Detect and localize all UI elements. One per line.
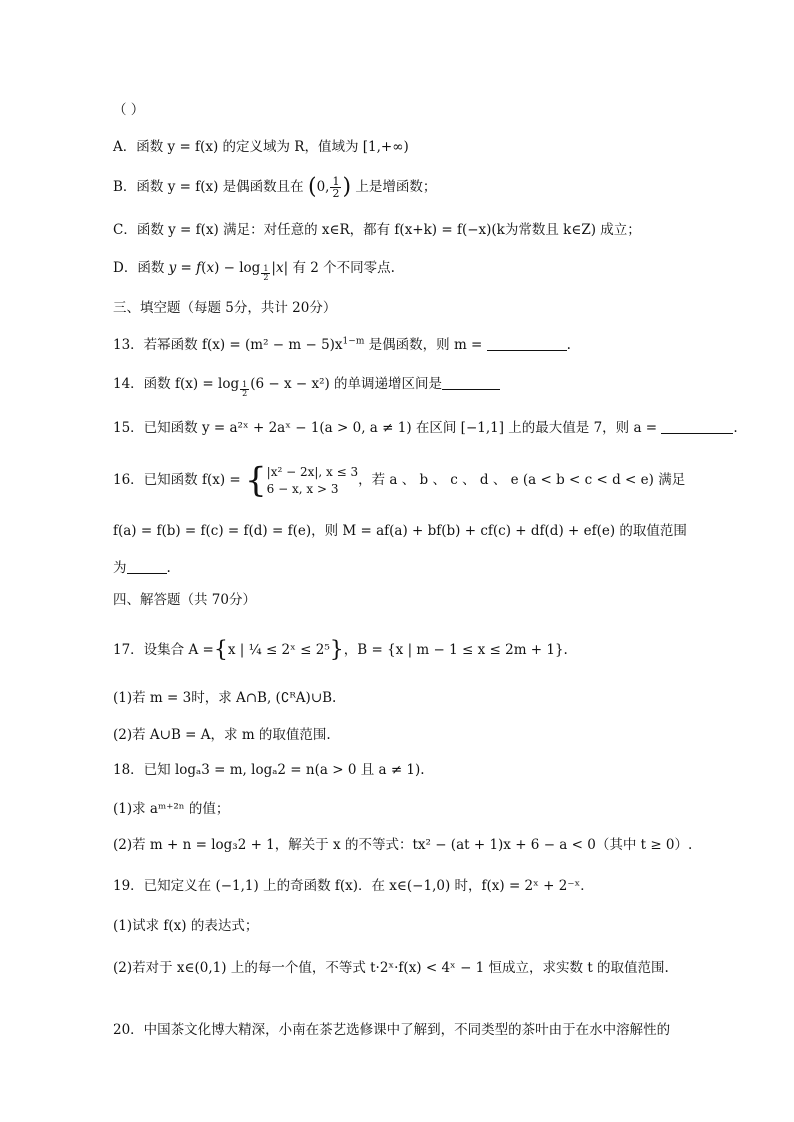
- section-solve-title: 四、解答题（共 70分）: [113, 592, 256, 608]
- set-b: ，B = {x | m − 1 ≤ x ≤ 2m + 1}.: [343, 642, 568, 658]
- option-b-text: B．函数 y = f(x) 是偶函数且在: [113, 179, 304, 195]
- question-18-part2: (2)若 m + n = log₃2 + 1，解关于 x 的不等式：tx² − (at + 1)x + 6 − a < 0（其中 t ≥ 0）.: [113, 837, 693, 853]
- piecewise-cases: |x² − 2x|, x ≤ 3 6 − x, x > 3: [266, 464, 359, 496]
- question-19-part1: (1)试求 f(x) 的表达式；: [113, 918, 259, 934]
- set-a: x | ¼ ≤ 2ˣ ≤ 2⁵: [227, 642, 330, 658]
- option-d-text: D．函数: [113, 260, 165, 276]
- answer-blank-15[interactable]: [661, 419, 733, 434]
- option-a: A．函数 y = f(x) 的定义域为 R，值域为 [1,+∞): [113, 139, 409, 155]
- q15-stem: 15．已知函数 y = a²ˣ + 2aˣ − 1(a > 0, a ≠ 1) 在区间 [−1,1] 上的最大值是 7，则 a =: [113, 420, 662, 436]
- question-17-part2: (2)若 A∪B = A，求 m 的取值范围.: [113, 727, 331, 743]
- question-13: 13．若幂函数 $f(x) = (m^2 - m - 5)x^{1-m}$ 是偶函数，则 m = .: [113, 336, 571, 353]
- fraction-half: $\frac{1}{2}$: [332, 175, 340, 200]
- q14-tail: (6 − x − x²) 的单调递增区间是: [250, 376, 443, 392]
- question-15: 15．已知函数 y = a²ˣ + 2aˣ − 1(a > 0, a ≠ 1) 在区间 [−1,1] 上的最大值是 7，则 a = .: [113, 420, 738, 436]
- question-16: 16．已知函数 f(x) = { |x² − 2x|, x ≤ 3 6 − x, x > 3 ，若 a 、 b 、 c 、 d 、 e (a < b < c < d < e) 满足: [113, 460, 686, 501]
- q16-tail: ，若 a 、 b 、 c 、 d 、 e (a < b < c < d < e) 满足: [358, 472, 686, 488]
- q17-stem: 17．设集合 A =: [113, 642, 214, 658]
- question-17-part1: (1)若 m = 3时，求 A∩B, (∁ᴿA)∪B.: [113, 690, 337, 706]
- answer-bracket: （ ）: [113, 102, 145, 118]
- question-14: 14．函数 f(x) = log $_{\frac{1}{2}}$ (6 − x − x²) 的单调递增区间是: [113, 374, 684, 398]
- question-18-part1: (1)求 aᵐ⁺²ⁿ 的值；: [113, 801, 230, 817]
- question-19-part2: (2)若对于 x∈(0,1) 上的每一个值，不等式 t·2ˣ·f(x) < 4ˣ − 1 恒成立，求实数 t 的取值范围.: [113, 960, 669, 976]
- q13-tail: 是偶函数，则 m =: [364, 337, 487, 353]
- q13-stem: 13．若幂函数 f(x) = (m² − m − 5)x: [113, 337, 343, 353]
- option-b: B．函数 y = f(x) 是偶函数且在 (0, $\frac{1}{2}$ ) 上是增函数；: [113, 174, 437, 200]
- option-c: C．函数 y = f(x) 满足：对任意的 x∈R，都有 f(x+k) = f(−x)(k为常数且 k∈Z) 成立；: [113, 222, 641, 238]
- answer-blank-16[interactable]: [127, 559, 167, 574]
- option-b-tail: 上是增函数；: [355, 179, 437, 195]
- answer-blank-13[interactable]: [487, 336, 567, 351]
- q13-exponent: 1−m: [342, 336, 365, 347]
- section-fill-in-title: 三、填空题（每题 5分，共计 20分）: [113, 300, 337, 316]
- q14-stem: 14．函数 f(x) = log: [113, 376, 240, 392]
- question-17: 17．设集合 A ={x | ¼ ≤ 2ˣ ≤ 2⁵}，B = {x | m − 1 ≤ x ≤ 2m + 1}.: [113, 637, 568, 663]
- question-18: 18．已知 logₐ3 = m, logₐ2 = n(a > 0 且 a ≠ 1).: [113, 762, 425, 778]
- q16-stem: 16．已知函数 f(x) =: [113, 472, 241, 488]
- question-16-line3: 为 .: [113, 560, 171, 576]
- option-d-tail: 有 2 个不同零点.: [292, 260, 395, 276]
- question-20: 20．中国茶文化博大精深，小南在茶艺选修课中了解到，不同类型的茶叶由于在水中溶解性的: [113, 1022, 671, 1038]
- question-19: 19．已知定义在 (−1,1) 上的奇函数 f(x)．在 x∈(−1,0) 时，f(x) = 2ˣ + 2⁻ˣ．: [113, 878, 594, 894]
- question-16-line2: f(a) = f(b) = f(c) = f(d) = f(e)，则 M = af(a) + bf(b) + cf(c) + df(d) + ef(e) 的取值范围: [113, 523, 687, 539]
- option-d: D．函数 y = f(x) − log $_{\frac{1}{2}}$ |x| 有 2 个不同零点.: [113, 260, 395, 282]
- answer-blank-14[interactable]: [442, 375, 500, 390]
